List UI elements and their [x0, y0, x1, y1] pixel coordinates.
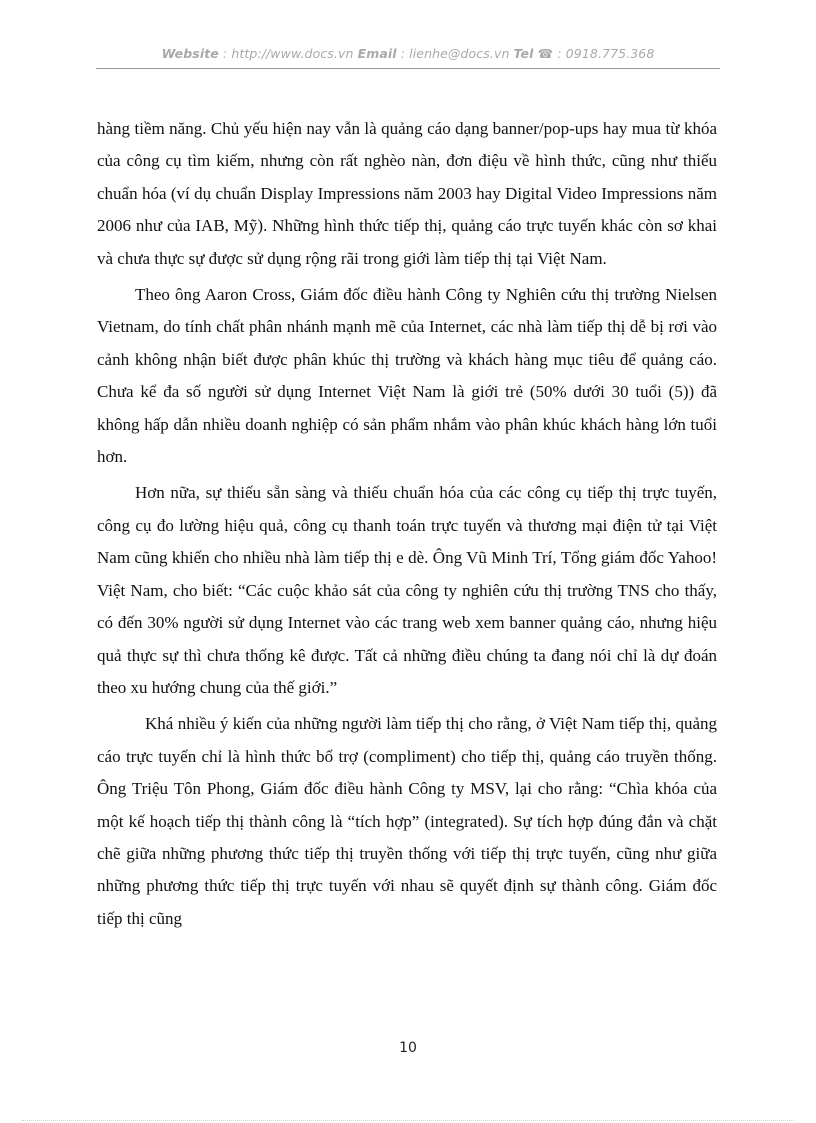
document-body	[97, 113, 717, 939]
header-divider	[96, 68, 720, 69]
email-label: Email	[357, 46, 397, 61]
paragraph-2: Theo ông Aaron Cross, Giám đốc điều hành Công ty Nghiên cứu thị trường Nielsen Vietnam, do tính chất phân nhánh mạnh mẽ của Internet, các nhà làm tiếp thị dễ bị rơi vào cảnh không nhận biết được phân khúc thị trường và khách hàng mục tiêu để quảng cáo. Chưa kể đa số người sử dụng Internet Việt Nam là giới trẻ (50% dưới 30 tuổi (5)) đã không hấp dẫn nhiều doanh nghiệp có sản phẩm nhắm vào phân khúc khách hàng lớn tuổi hơn.	[97, 285, 717, 467]
page-bottom-divider	[22, 1120, 794, 1121]
tel-value: : 0918.775.368	[553, 46, 655, 61]
phone-icon: ☎	[537, 46, 554, 61]
website-value: : http://www.docs.vn	[218, 46, 358, 61]
page-header	[96, 46, 720, 61]
paragraph-4: Khá nhiều ý kiến của những người làm tiếp thị cho rằng, ở Việt Nam tiếp thị, quảng cáo trực tuyến chỉ là hình thức bổ trợ (compliment) cho tiếp thị, quảng cáo truyền thống. Ông Triệu Tôn Phong, Giám đốc điều hành Công ty MSV, lại cho rằng: “Chìa khóa của một kế hoạch tiếp thị thành công là “tích hợp” (integrated). Sự tích hợp đúng đắn và chặt chẽ giữa những phương thức tiếp thị truyền thống với tiếp thị trực tuyến, cũng như giữa những phương thức tiếp thị trực tuyến với nhau sẽ quyết định sự thành công. Giám đốc tiếp thị cũng	[97, 714, 717, 928]
tel-label: Tel	[513, 46, 534, 61]
paragraph-1: hàng tiềm năng. Chủ yếu hiện nay vẫn là quảng cáo dạng banner/pop-ups hay mua từ khóa của công cụ tìm kiếm, nhưng còn rất nghèo nàn, đơn điệu về hình thức, cũng như thiếu chuẩn hóa (ví dụ chuẩn Display Impressions năm 2003 hay Digital Video Impressions năm 2006 như của IAB, Mỹ). Những hình thức tiếp thị, quảng cáo trực tuyến khác còn sơ khai và chưa thực sự được sử dụng rộng rãi trong giới làm tiếp thị tại Việt Nam.	[97, 119, 717, 268]
paragraph-3: Hơn nữa, sự thiếu sẵn sàng và thiếu chuẩn hóa của các công cụ tiếp thị trực tuyến, công cụ đo lường hiệu quả, công cụ thanh toán trực tuyến và thương mại điện tử tại Việt Nam cũng khiến cho nhiều nhà làm tiếp thị e dè. Ông Vũ Minh Trí, Tổng giám đốc Yahoo! Việt Nam, cho biết: “Các cuộc khảo sát của công ty nghiên cứu thị trường TNS cho thấy, có đến 30% người sử dụng Internet vào các trang web xem banner quảng cáo, nhưng hiệu quả thực sự thì chưa thống kê được. Tất cả những điều chúng ta đang nói chỉ là dự đoán theo xu hướng chung của thế giới.”	[97, 483, 717, 697]
website-label: Website	[161, 46, 219, 61]
page-number: 10	[399, 1040, 417, 1056]
email-value: : lienhe@docs.vn	[396, 46, 514, 61]
